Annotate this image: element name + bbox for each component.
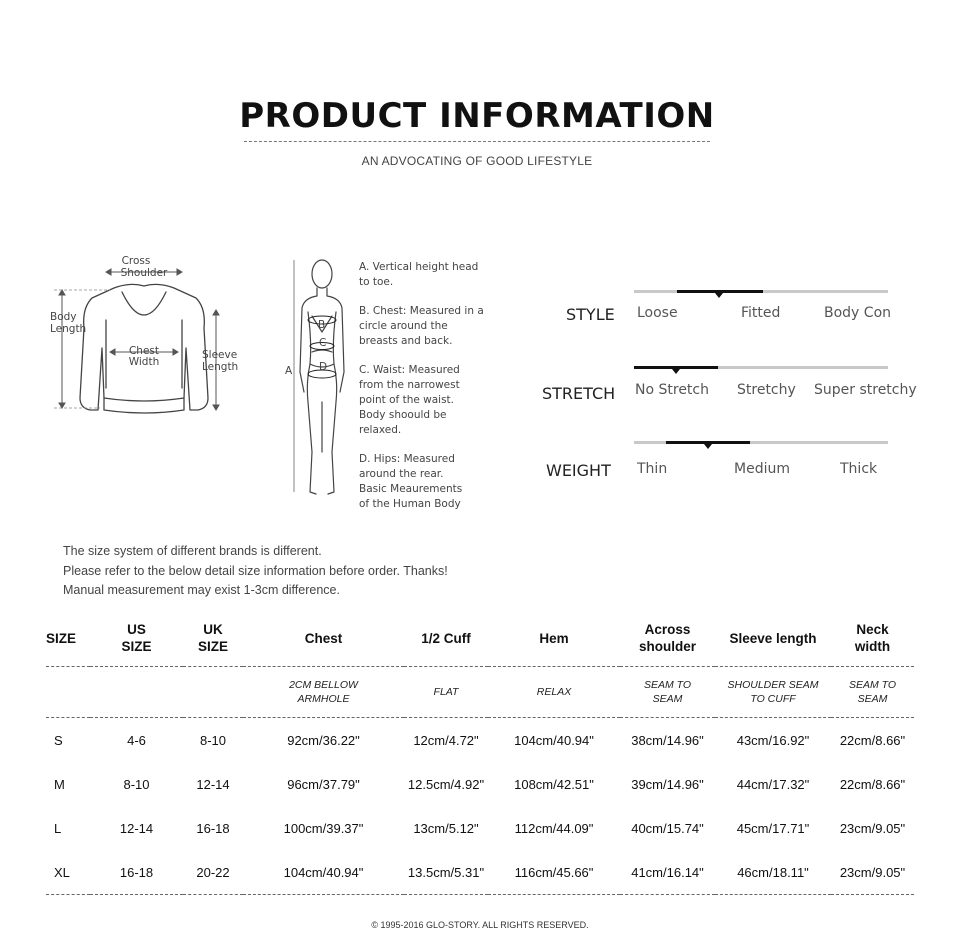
measure-note — [183, 667, 243, 718]
stretch-option-super: Super stretchy — [814, 382, 917, 398]
size-note-line: Please refer to the below detail size information before order. Thanks! — [63, 563, 448, 578]
measure-note-cuff: FLAT — [404, 667, 488, 718]
body-measurement-diagram — [282, 252, 360, 502]
stretch-scale-label: STRETCH — [542, 384, 616, 403]
cell-us-size: 8-10 — [123, 776, 150, 792]
cell-uk-size: 16-18 — [196, 820, 230, 836]
marker-c: C — [319, 337, 327, 349]
cell-us-size: 12-14 — [119, 820, 154, 836]
cell-cuff: 13.5cm/5.31" — [404, 850, 488, 895]
size-notes — [63, 542, 448, 601]
weight-option-medium: Medium — [734, 461, 790, 477]
col-header-cuff: 1/2 Cuff — [404, 610, 488, 667]
table-row — [46, 718, 914, 763]
body-length-label: Body Length — [50, 311, 87, 335]
weight-scale-label: WEIGHT — [546, 461, 611, 480]
measure-note-hem: RELAX — [488, 667, 620, 718]
cell-sleeve-length: 45cm/17.71" — [736, 820, 810, 836]
cell-across-shoulder: 41cm/16.14" — [620, 850, 715, 895]
style-option-loose: Loose — [637, 305, 678, 321]
measure-note-shoulder: SEAM TO SEAM — [620, 667, 715, 718]
weight-option-thick: Thick — [840, 461, 878, 477]
cell-sleeve-length: 44cm/17.32" — [736, 776, 810, 792]
table-row — [46, 806, 914, 850]
chest-width-label: Chest Width — [128, 345, 160, 368]
cross-shoulder-label: Cross Shoulder — [120, 255, 168, 279]
page-subtitle: AN ADVOCATING OF GOOD LIFESTYLE — [361, 154, 593, 168]
title-divider — [244, 141, 710, 142]
marker-a: A — [285, 365, 293, 377]
weight-pointer-icon — [704, 444, 712, 449]
measure-note-chest: 2CM BELLOW ARMHOLE — [243, 667, 404, 718]
stretch-pointer-icon — [672, 369, 680, 374]
note-height: A. Vertical height head to toe. — [359, 261, 479, 288]
cell-across-shoulder: 40cm/15.74" — [631, 820, 704, 836]
col-header-us-size: US SIZE — [90, 610, 183, 667]
size-note-line: The size system of different brands is different. — [63, 544, 322, 558]
garment-measurement-diagram — [40, 248, 250, 423]
cell-chest: 104cm/40.94" — [243, 850, 404, 895]
measure-method-row — [46, 667, 914, 718]
cell-neck-width: 23cm/9.05" — [831, 850, 914, 895]
style-option-bodycon: Body Con — [824, 305, 892, 321]
human-figure-icon — [300, 260, 344, 494]
measure-note-sleeve: SHOULDER SEAM TO CUFF — [715, 667, 831, 718]
cell-uk-size: 8-10 — [199, 732, 227, 748]
note-hips: D. Hips: Measured around the rear. Basic Meaurements of the Human Body — [359, 453, 463, 510]
cell-neck-width: 22cm/8.66" — [839, 776, 906, 792]
col-header-neck-width: Neck width — [831, 610, 914, 667]
measure-note-neck: SEAM TO SEAM — [831, 667, 914, 718]
note-waist: C. Waist: Measured from the narrowest point of the waist. Body shoould be relaxed. — [359, 364, 460, 436]
cell-cuff: 12cm/4.72" — [413, 732, 479, 748]
style-scale-label: STYLE — [566, 305, 615, 324]
cell-hem: 108cm/42.51" — [514, 776, 594, 792]
marker-b: B — [318, 319, 326, 331]
cell-uk-size: 12-14 — [196, 776, 230, 792]
size-note-line: Manual measurement may exist 1-3cm difference. — [63, 583, 340, 597]
cell-neck-width: 23cm/9.05" — [839, 820, 906, 836]
cell-chest: 96cm/37.79" — [287, 776, 360, 792]
cell-hem: 112cm/44.09" — [514, 820, 594, 836]
cell-chest: 92cm/36.22" — [287, 732, 360, 748]
cell-sleeve-length: 46cm/18.11" — [715, 850, 831, 895]
sleeve-length-label: Sleeve Length — [202, 349, 239, 373]
col-header-chest: Chest — [243, 610, 404, 667]
page-title: PRODUCT INFORMATION — [239, 96, 715, 136]
col-header-uk-size: UK SIZE — [183, 610, 243, 667]
stretch-option-none: No Stretch — [635, 382, 709, 398]
weight-option-thin: Thin — [637, 461, 668, 477]
cell-cuff: 13cm/5.12" — [413, 820, 479, 836]
cell-size: L — [54, 820, 62, 836]
cell-chest: 100cm/39.37" — [283, 820, 364, 836]
cell-across-shoulder: 39cm/14.96" — [631, 776, 704, 792]
cell-cuff: 12.5cm/4.92" — [407, 776, 485, 792]
col-header-sleeve-length: Sleeve length — [715, 610, 831, 667]
cell-uk-size: 20-22 — [183, 850, 243, 895]
style-option-fitted: Fitted — [741, 305, 781, 321]
measure-note — [46, 667, 90, 718]
cell-sleeve-length: 43cm/16.92" — [736, 732, 810, 748]
table-row — [46, 850, 914, 895]
note-chest: B. Chest: Measured in a circle around the breasts and back. — [359, 305, 484, 347]
copyright-footer: © 1995-2016 GLO-STORY. ALL RIGHTS RESERVED. — [371, 920, 589, 930]
table-header-row — [46, 610, 914, 667]
cell-size: M — [54, 776, 65, 792]
col-header-hem: Hem — [488, 610, 620, 667]
size-chart-table — [46, 610, 914, 895]
table-row — [46, 762, 914, 806]
style-pointer-icon — [715, 293, 723, 298]
cell-hem: 116cm/45.66" — [488, 850, 620, 895]
cell-us-size: 4-6 — [127, 732, 146, 748]
cell-us-size: 16-18 — [90, 850, 183, 895]
cell-neck-width: 22cm/8.66" — [839, 732, 906, 748]
measure-note — [90, 667, 183, 718]
cell-size: S — [54, 732, 63, 748]
marker-d: D — [319, 361, 328, 373]
col-header-across-shoulder: Across shoulder — [620, 610, 715, 667]
cell-hem: 104cm/40.94" — [514, 732, 594, 748]
cell-across-shoulder: 38cm/14.96" — [631, 732, 704, 748]
col-header-size: SIZE — [46, 610, 90, 667]
cell-size: XL — [46, 850, 90, 895]
stretch-option-stretchy: Stretchy — [737, 382, 796, 398]
